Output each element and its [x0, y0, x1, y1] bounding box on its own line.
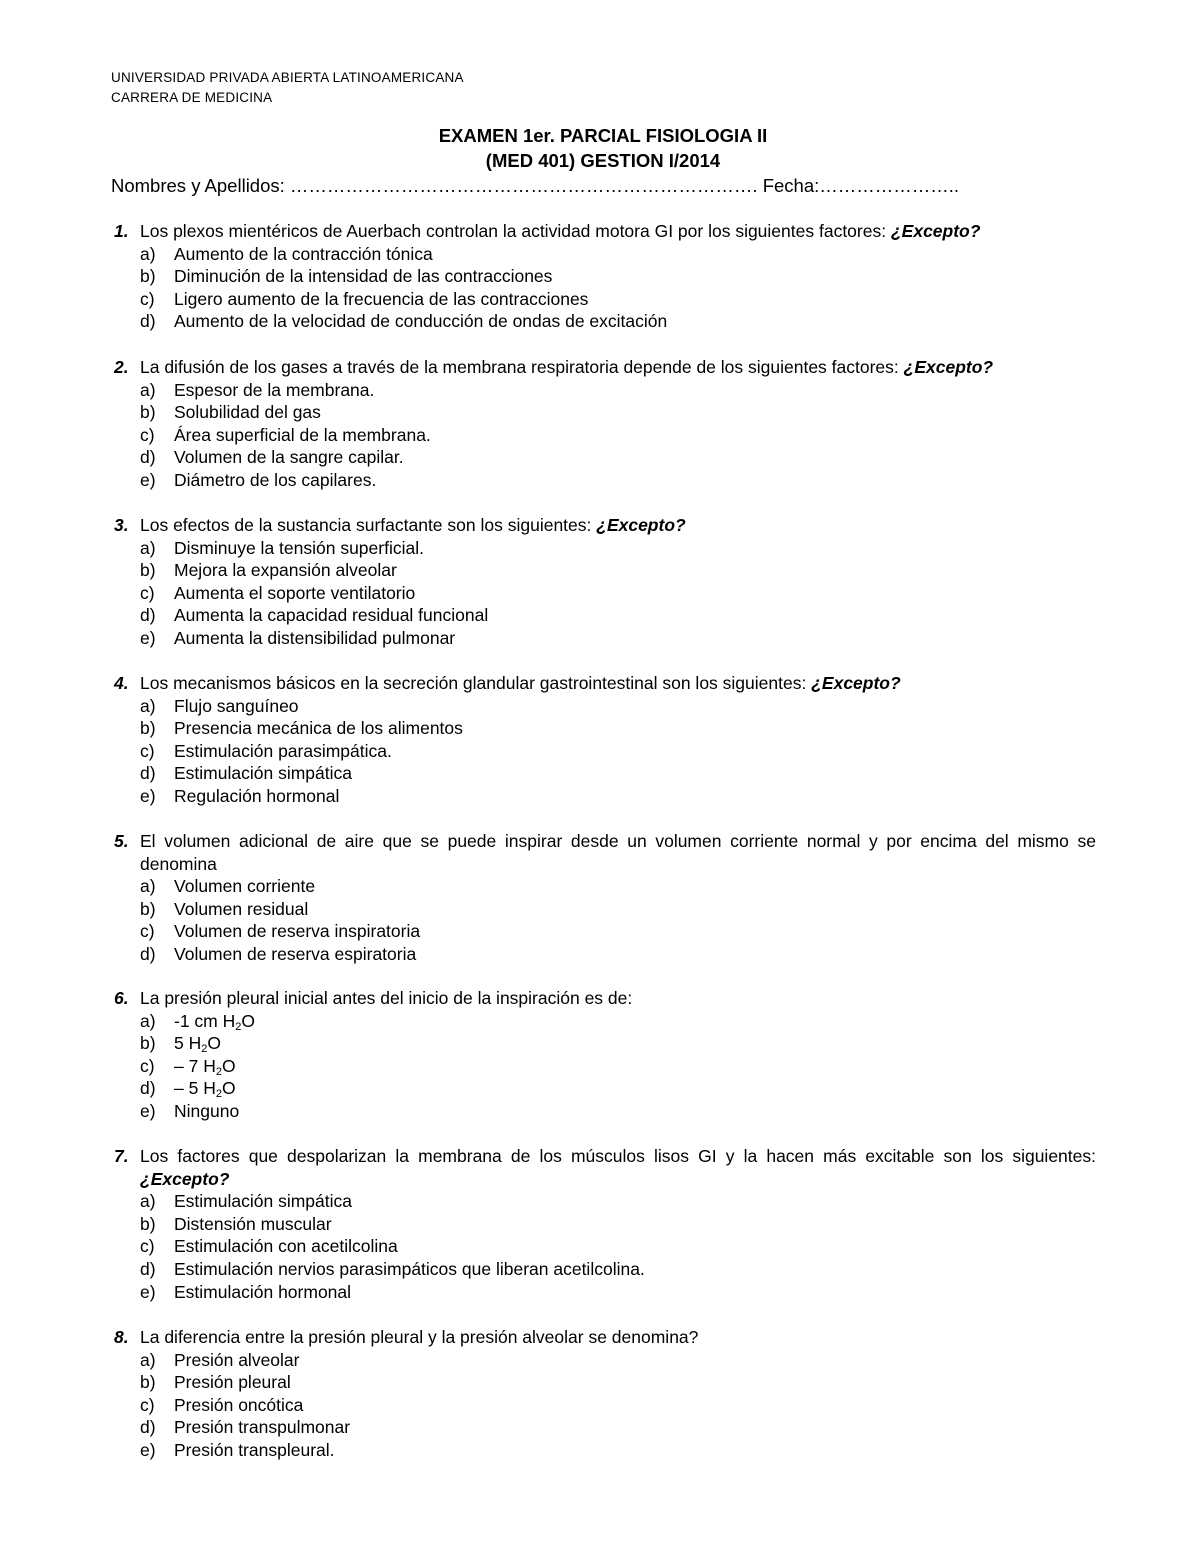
option-letter: e)	[140, 1100, 156, 1121]
option-letter: b)	[140, 266, 156, 287]
option-item	[111, 898, 1096, 921]
option-text: Estimulación hormonal	[174, 1281, 352, 1302]
option-item	[111, 1439, 1096, 1462]
option-letter: c)	[140, 1055, 155, 1076]
question-8	[111, 1326, 1096, 1462]
option-text: Presión transpleural.	[174, 1439, 335, 1460]
option-letter: d)	[140, 943, 156, 964]
name-label: Nombres y Apellidos:	[111, 175, 285, 196]
option-text: Aumenta la distensibilidad pulmonar	[174, 627, 456, 648]
option-text: Flujo sanguíneo	[174, 695, 299, 716]
option-item	[111, 920, 1096, 943]
question-6	[111, 987, 1096, 1123]
option-text: Distensión muscular	[174, 1213, 332, 1234]
option-item	[111, 604, 1096, 627]
option-item	[111, 424, 1096, 447]
question-1	[111, 220, 1096, 333]
option-text: Volumen de reserva espiratoria	[174, 943, 417, 964]
option-text: Diámetro de los capilares.	[174, 469, 377, 490]
option-item	[111, 717, 1096, 740]
question-text: La diferencia entre la presión pleural y la presión alveolar se denomina?	[140, 1327, 699, 1347]
question-stem	[111, 1326, 1096, 1349]
option-item	[111, 446, 1096, 469]
option-item	[111, 288, 1096, 311]
option-item	[111, 875, 1096, 898]
option-letter: c)	[140, 582, 155, 603]
option-text: Aumento de la velocidad de conducción de ondas de excitación	[174, 311, 668, 332]
option-text: Estimulación nervios parasimpáticos que liberan acetilcolina.	[174, 1258, 645, 1279]
option-item	[111, 1349, 1096, 1372]
option-letter: d)	[140, 1417, 156, 1438]
option-letter: b)	[140, 1213, 156, 1234]
except-label: ¿Excepto?	[890, 221, 981, 241]
question-number: 5.	[114, 831, 129, 851]
option-letter: c)	[140, 921, 155, 942]
question-stem	[111, 830, 1096, 875]
option-item	[111, 1258, 1096, 1281]
option-item	[111, 740, 1096, 763]
option-text: Espesor de la membrana.	[174, 379, 375, 400]
question-5	[111, 830, 1096, 966]
option-text: -1 cm $H_2O$	[174, 1010, 255, 1033]
career-name: CARRERA DE MEDICINA	[111, 90, 273, 105]
question-number: 8.	[114, 1327, 129, 1347]
option-item	[111, 559, 1096, 582]
question-stem	[111, 514, 1096, 537]
option-letter: c)	[140, 740, 155, 761]
option-letter: c)	[140, 288, 155, 309]
question-text: La presión pleural inicial antes del inicio de la inspiración es de:	[140, 988, 633, 1008]
option-letter: d)	[140, 763, 156, 784]
option-letter: d)	[140, 1078, 156, 1099]
option-text: Ninguno	[174, 1100, 240, 1121]
question-text: El volumen adicional de aire que se puede inspirar desde un volumen corriente normal y por encima del mismo se denomina	[140, 831, 1096, 874]
option-item	[111, 1213, 1096, 1236]
option-letter: a)	[140, 1010, 156, 1031]
option-item	[111, 537, 1096, 560]
option-text: Volumen corriente	[174, 876, 316, 897]
option-text: Presencia mecánica de los alimentos	[174, 718, 463, 739]
question-stem	[111, 220, 1096, 243]
option-letter: d)	[140, 1258, 156, 1279]
question-stem	[111, 672, 1096, 695]
option-letter: a)	[140, 243, 156, 264]
option-item	[111, 379, 1096, 402]
option-item	[111, 1281, 1096, 1304]
option-letter: e)	[140, 1439, 156, 1460]
option-letter: a)	[140, 1191, 156, 1212]
option-letter: e)	[140, 469, 156, 490]
option-item	[111, 1055, 1096, 1078]
name-blank: ………………………………………………………………….	[289, 175, 758, 196]
option-item	[111, 1235, 1096, 1258]
question-text: Los plexos mientéricos de Auerbach controlan la actividad motora GI por los siguientes factores:	[140, 221, 887, 241]
option-item	[111, 582, 1096, 605]
option-item	[111, 1190, 1096, 1213]
option-letter: c)	[140, 1394, 155, 1415]
except-label: ¿Excepto?	[811, 673, 901, 693]
option-letter: d)	[140, 605, 156, 626]
option-text: Área superficial de la membrana.	[174, 424, 431, 445]
question-2	[111, 356, 1096, 492]
option-letter: e)	[140, 627, 156, 648]
option-item	[111, 1010, 1096, 1033]
option-text: Estimulación parasimpática.	[174, 740, 392, 761]
option-letter: e)	[140, 1281, 156, 1302]
option-text: Presión transpulmonar	[174, 1417, 351, 1438]
option-text: Ligero aumento de la frecuencia de las contracciones	[174, 288, 589, 309]
option-item	[111, 943, 1096, 966]
option-letter: b)	[140, 898, 156, 919]
option-text: Regulación hormonal	[174, 785, 340, 806]
option-text: Diminución de la intensidad de las contracciones	[174, 266, 553, 287]
option-text: Estimulación con acetilcolina	[174, 1236, 398, 1257]
option-letter: b)	[140, 1372, 156, 1393]
option-item	[111, 762, 1096, 785]
question-stem	[111, 356, 1096, 379]
option-item	[111, 243, 1096, 266]
name-date-line	[111, 175, 1096, 197]
option-item	[111, 1371, 1096, 1394]
option-text: Presión pleural	[174, 1372, 291, 1393]
option-item	[111, 310, 1096, 333]
option-item	[111, 1394, 1096, 1417]
option-letter: a)	[140, 379, 156, 400]
exam-title: EXAMEN 1er. PARCIAL FISIOLOGIA II	[438, 125, 768, 146]
option-letter: c)	[140, 424, 155, 445]
question-text: La difusión de los gases a través de la membrana respiratoria depende de los siguientes factores:	[140, 357, 899, 377]
option-letter: b)	[140, 560, 156, 581]
question-number: 6.	[114, 988, 129, 1008]
option-text: Aumento de la contracción tónica	[174, 243, 433, 264]
option-item	[111, 1100, 1096, 1123]
option-text: Volumen de la sangre capilar.	[174, 447, 404, 468]
question-stem	[111, 1145, 1096, 1190]
option-letter: a)	[140, 876, 156, 897]
option-item	[111, 401, 1096, 424]
question-stem	[111, 987, 1096, 1010]
option-letter: b)	[140, 402, 156, 423]
option-text: Presión oncótica	[174, 1394, 304, 1415]
option-letter: b)	[140, 718, 156, 739]
date-blank: …………………..	[819, 175, 960, 196]
question-number: 3.	[114, 515, 129, 535]
option-letter: a)	[140, 695, 156, 716]
question-4	[111, 672, 1096, 808]
except-label: ¿Excepto?	[903, 357, 994, 377]
question-text: Los factores que despolarizan la membrana de los músculos lisos GI y la hacen más excitable son los siguientes:	[140, 1146, 1096, 1166]
question-number: 4.	[114, 673, 129, 693]
option-item	[111, 1416, 1096, 1439]
option-text: – 5 $H_2O$	[174, 1078, 236, 1101]
option-text: – 7 $H_2O$	[174, 1055, 236, 1078]
question-number: 1.	[114, 221, 129, 241]
option-item	[111, 785, 1096, 808]
option-text: Estimulación simpática	[174, 1191, 352, 1212]
option-letter: d)	[140, 311, 156, 332]
option-letter: e)	[140, 785, 156, 806]
option-text: Aumenta la capacidad residual funcional	[174, 605, 489, 626]
option-item	[111, 469, 1096, 492]
option-text: 5 $H_2O$	[174, 1033, 221, 1056]
question-text: Los efectos de la sustancia surfactante son los siguientes:	[140, 515, 597, 535]
option-text: Estimulación simpática	[174, 763, 352, 784]
option-letter: a)	[140, 537, 156, 558]
university-name: UNIVERSIDAD PRIVADA ABIERTA LATINOAMERICANA	[111, 70, 464, 85]
option-item	[111, 1032, 1096, 1055]
option-text: Volumen residual	[174, 898, 309, 919]
option-letter: a)	[140, 1349, 156, 1370]
option-text: Disminuye la tensión superficial.	[174, 537, 424, 558]
option-text: Volumen de reserva inspiratoria	[174, 921, 421, 942]
option-item	[111, 265, 1096, 288]
question-3	[111, 514, 1096, 650]
option-text: Solubilidad del gas	[174, 402, 321, 423]
option-item	[111, 1077, 1096, 1100]
question-7	[111, 1145, 1096, 1303]
option-text: Mejora la expansión alveolar	[174, 560, 397, 581]
except-label: ¿Excepto?	[596, 515, 686, 535]
option-letter: c)	[140, 1236, 155, 1257]
except-label: ¿Excepto?	[140, 1168, 230, 1189]
option-text: Presión alveolar	[174, 1349, 300, 1370]
date-label: Fecha:	[762, 175, 820, 196]
exam-subtitle: (MED 401) GESTION I/2014	[485, 150, 721, 171]
question-number: 2.	[114, 357, 129, 377]
question-text: Los mecanismos básicos en la secreción glandular gastrointestinal son los siguientes:	[140, 673, 807, 693]
question-number: 7.	[114, 1146, 129, 1166]
option-item	[111, 627, 1096, 650]
option-letter: d)	[140, 447, 156, 468]
option-letter: b)	[140, 1033, 156, 1054]
option-text: Aumenta el soporte ventilatorio	[174, 582, 416, 603]
option-item	[111, 695, 1096, 718]
